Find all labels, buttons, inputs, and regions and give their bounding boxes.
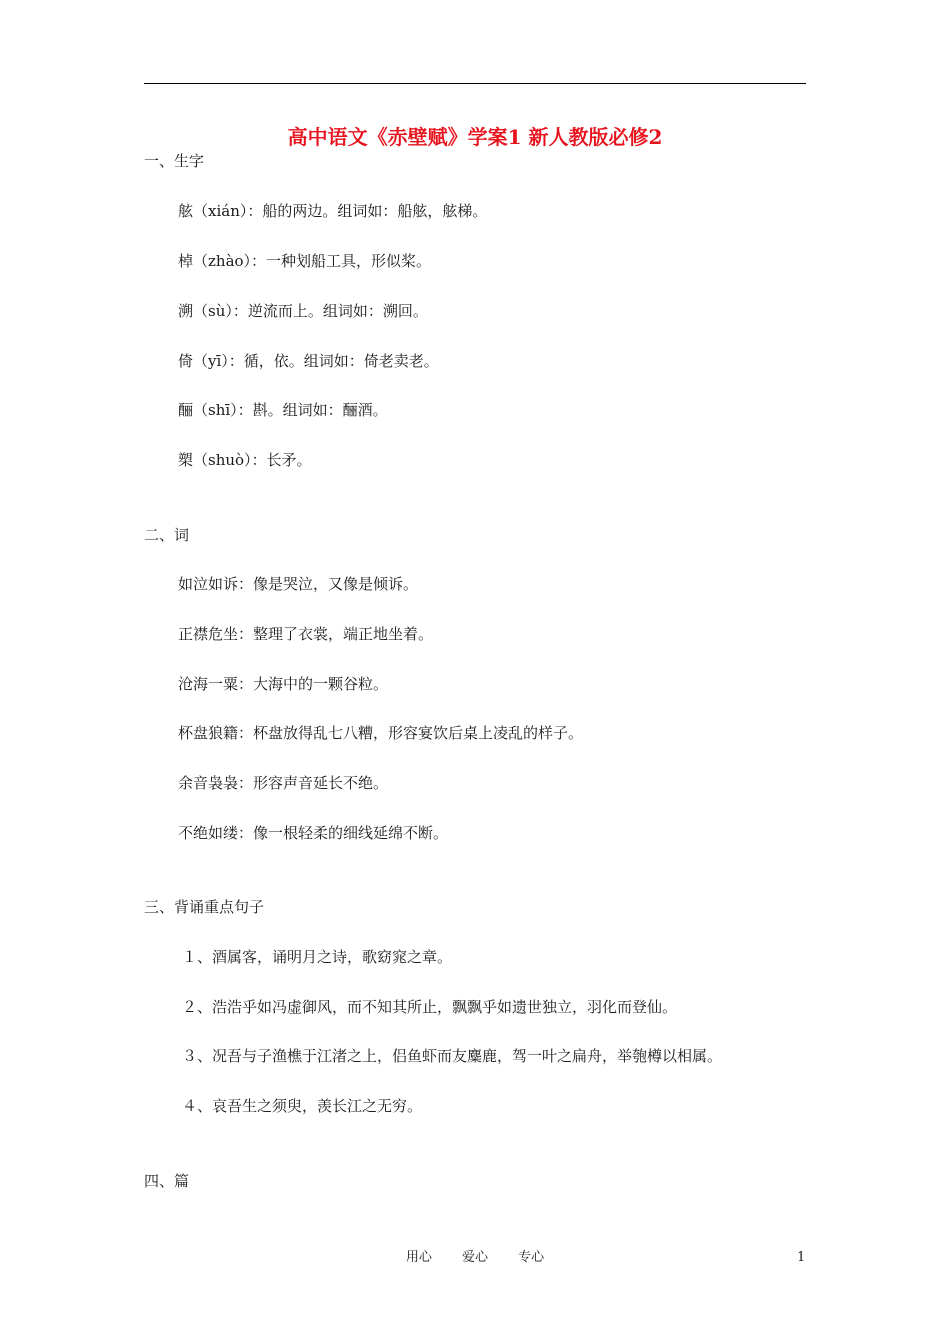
list-item: ２、浩浩乎如冯虚御风，而不知其所止，飘飘乎如遗世独立，羽化而登仙。 — [182, 998, 678, 1016]
list-item: 溯（sù）：逆流而上。组词如：溯回。 — [178, 302, 428, 320]
page-footer — [0, 1248, 950, 1268]
section-heading: 一、生字 — [144, 152, 205, 170]
list-item: 不绝如缕：像一根轻柔的细线延绵不断。 — [178, 824, 449, 842]
list-item: 舷（xián）：船的两边。组词如：船舷，舷梯。 — [178, 202, 488, 220]
list-item: 杯盘狼籍：杯盘放得乱七八糟，形容宴饮后桌上凌乱的样子。 — [178, 724, 584, 742]
list-item: 如泣如诉：像是哭泣，又像是倾诉。 — [178, 575, 419, 593]
section-heading: 四、篇 — [144, 1172, 190, 1190]
list-item: 倚（yī）：循，依。组词如：倚老卖老。 — [178, 352, 439, 370]
list-item: 沧海一粟：大海中的一颗谷粒。 — [178, 675, 389, 693]
section-heading: 三、背诵重点句子 — [144, 898, 265, 916]
list-item: 余音袅袅：形容声音延长不绝。 — [178, 774, 389, 792]
header-rule — [144, 83, 806, 84]
page-number: 1 — [797, 1250, 806, 1265]
footer-word: 用心 — [405, 1250, 432, 1265]
list-item: 棹（zhào）：一种划船工具，形似桨。 — [178, 252, 432, 270]
list-item: ４、哀吾生之须臾，羡长江之无穷。 — [182, 1097, 423, 1115]
list-item: 酾（shī）：斟。组词如：酾酒。 — [178, 401, 388, 419]
footer-word: 爱心 — [461, 1250, 488, 1265]
list-item: ３、况吾与子渔樵于江渚之上，侣鱼虾而友麋鹿，驾一叶之扁舟，举匏樽以相属。 — [182, 1047, 723, 1065]
list-item: 槊（shuò）：长矛。 — [178, 451, 312, 469]
section-heading: 二、词 — [144, 526, 190, 544]
list-item: １、酒属客，诵明月之诗，歌窈窕之章。 — [182, 948, 453, 966]
document-title: 高中语文《赤壁赋》学案1 新人教版必修2 — [287, 125, 663, 149]
footer-word: 专心 — [518, 1250, 545, 1265]
list-item: 正襟危坐：整理了衣裳，端正地坐着。 — [178, 625, 434, 643]
